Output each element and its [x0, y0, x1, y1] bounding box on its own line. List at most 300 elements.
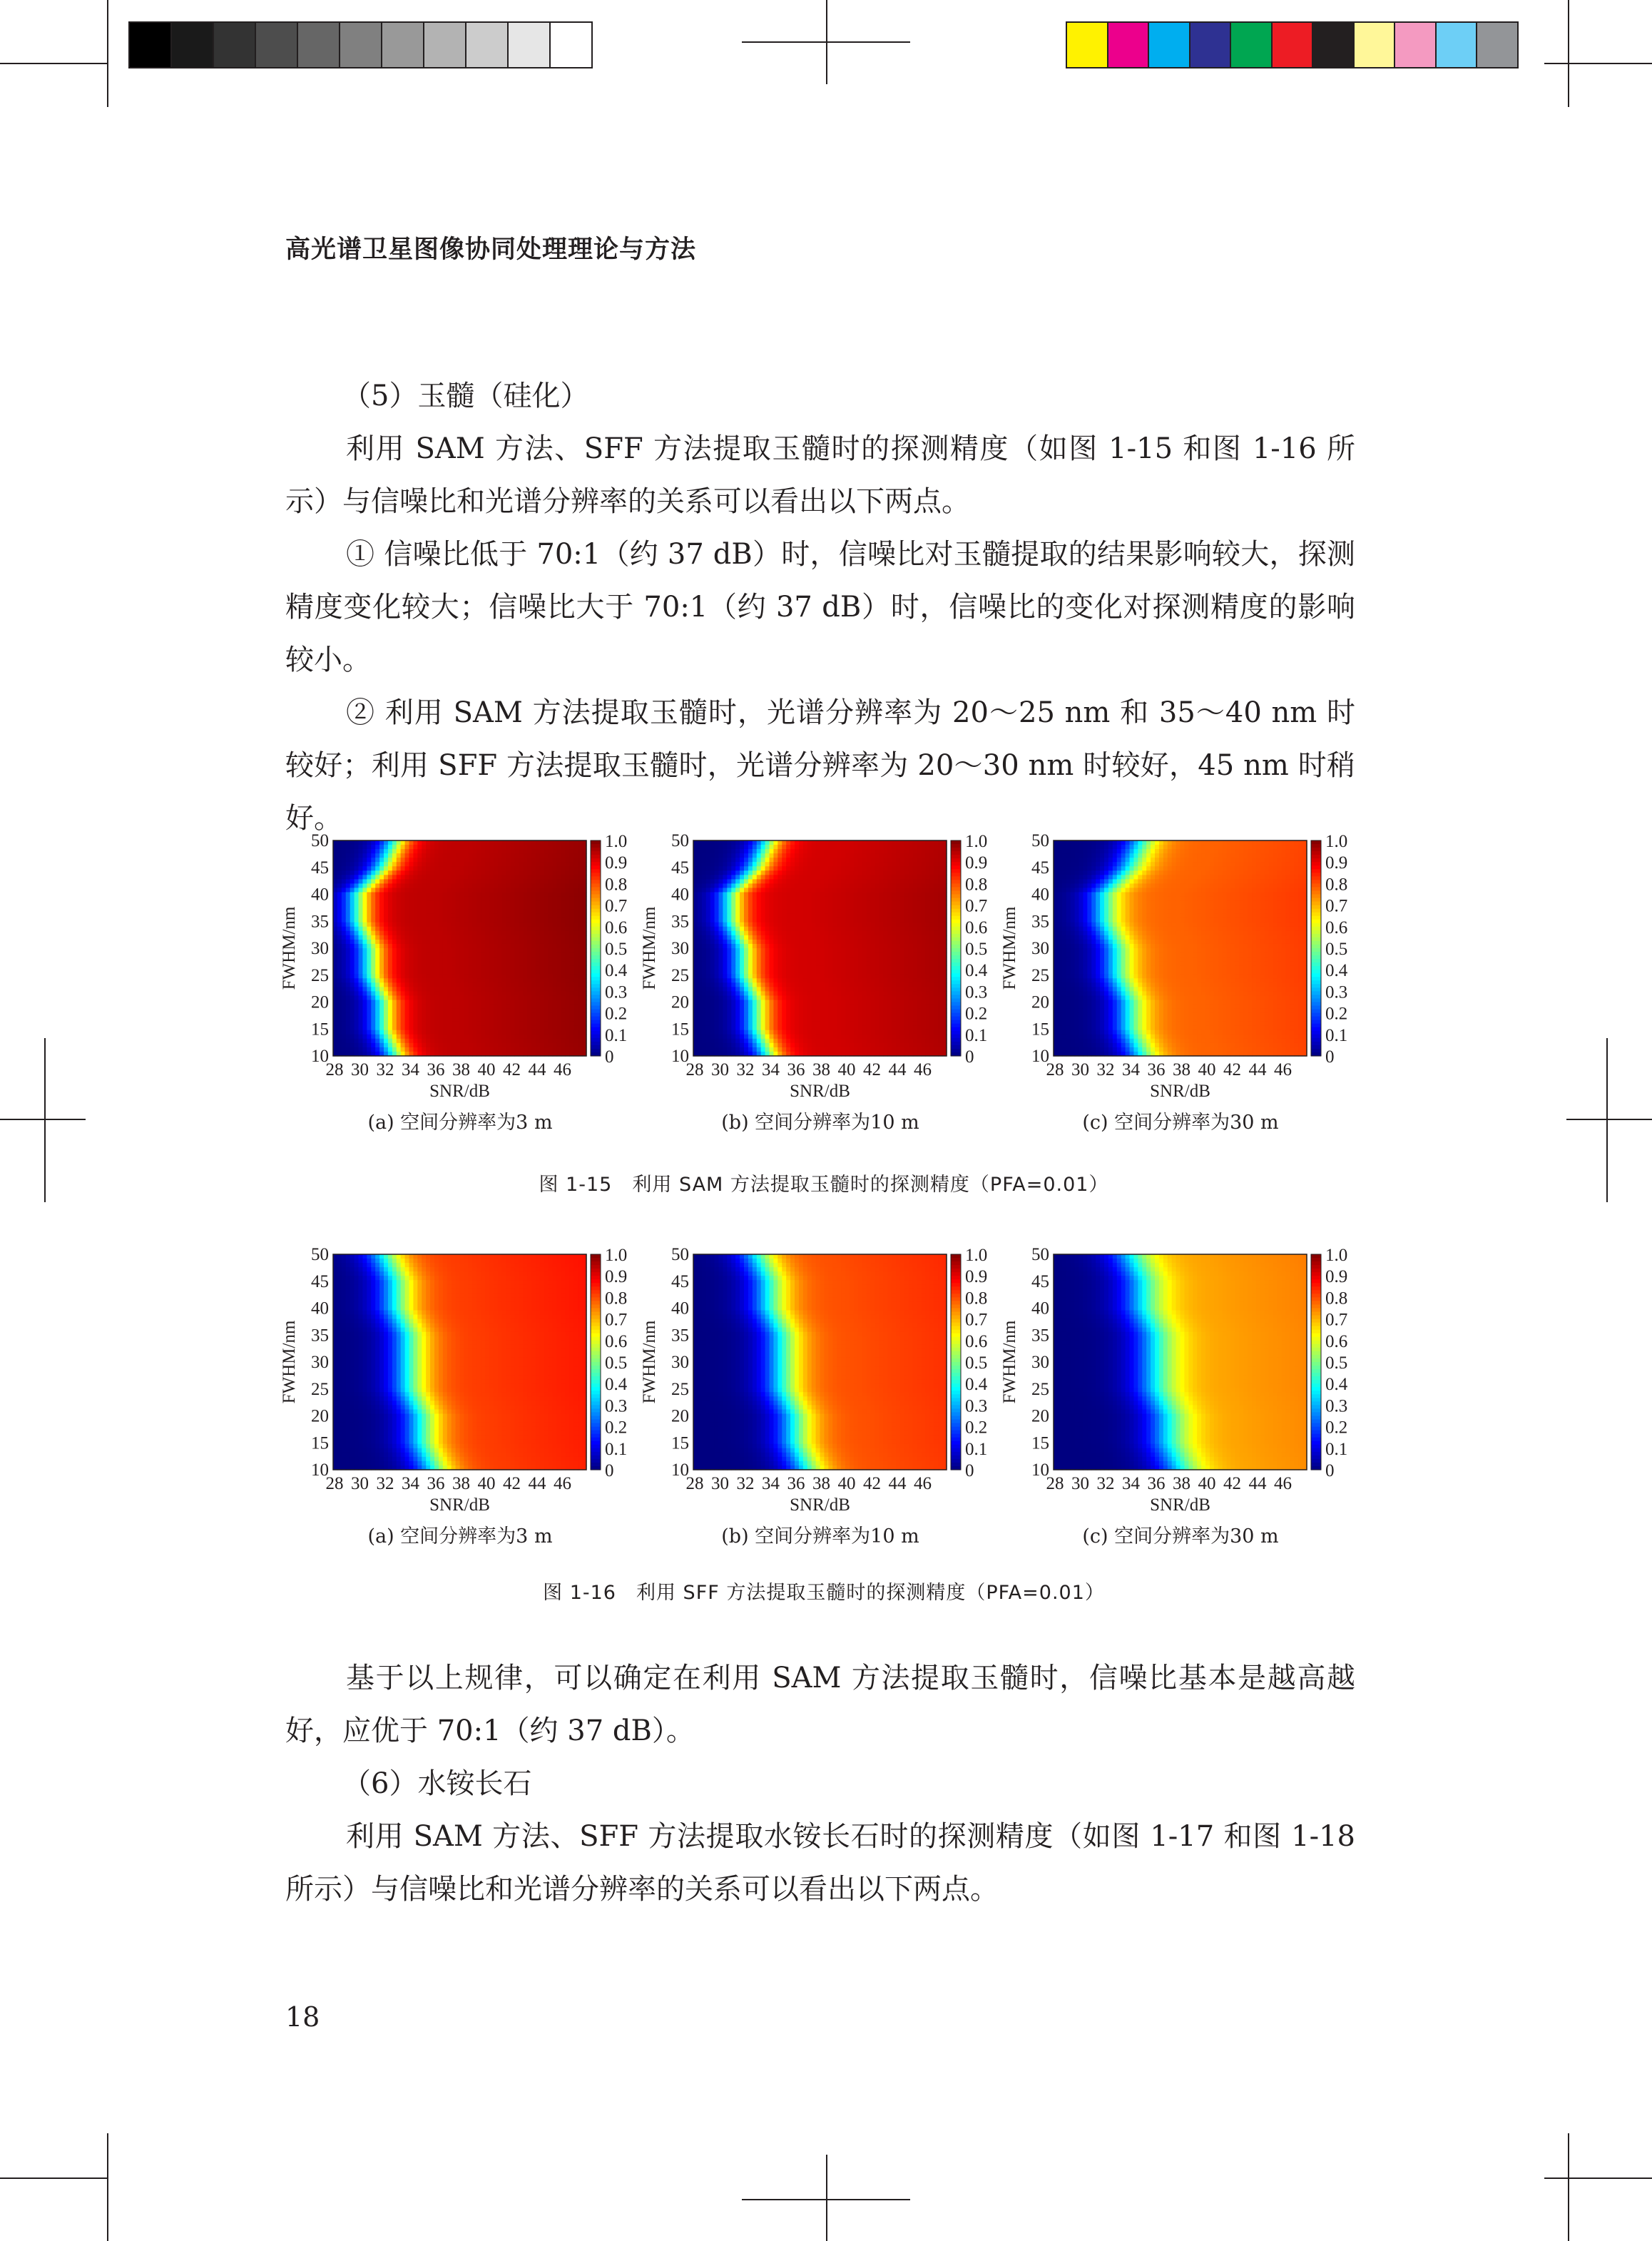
- heatmap-cell: [938, 957, 943, 962]
- heatmap-cell: [744, 910, 749, 915]
- heatmap-cell: [883, 845, 888, 850]
- heatmap-cell: [460, 892, 465, 897]
- heatmap-cell: [531, 1022, 536, 1027]
- heatmap-cell: [494, 1030, 499, 1035]
- heatmap-cell: [879, 961, 884, 966]
- heatmap-cell: [439, 883, 444, 888]
- heatmap-cell: [753, 927, 758, 932]
- heatmap-cell: [456, 840, 461, 845]
- heatmap-cell: [359, 879, 364, 884]
- heatmap-cell: [850, 875, 855, 880]
- heatmap-cell: [342, 965, 347, 970]
- heatmap-cell: [867, 858, 872, 863]
- heatmap-cell: [481, 923, 486, 928]
- heatmap-cell: [845, 883, 850, 888]
- heatmap-cell: [719, 918, 724, 923]
- heatmap-cell: [333, 1047, 338, 1052]
- heatmap-cell: [938, 961, 943, 966]
- heatmap-cell: [757, 897, 762, 902]
- heatmap-cell: [832, 935, 837, 940]
- heatmap-cell: [531, 897, 536, 902]
- heatmap-cell: [875, 849, 879, 854]
- heatmap-cell: [472, 853, 477, 858]
- heatmap-cell: [346, 952, 351, 957]
- heatmap-cell: [719, 948, 724, 953]
- heatmap-cell: [511, 858, 516, 863]
- heatmap-cell: [350, 849, 355, 854]
- heatmap-cell: [544, 957, 549, 962]
- heatmap-cell: [715, 965, 720, 970]
- heatmap-cell: [392, 875, 397, 880]
- heatmap-cell: [472, 914, 477, 919]
- heatmap-cell: [820, 957, 825, 962]
- heatmap-cell: [388, 905, 393, 910]
- heatmap-cell: [786, 858, 791, 863]
- heatmap-cell: [371, 1017, 376, 1022]
- heatmap-cell: [409, 1035, 414, 1040]
- heatmap-cell: [753, 948, 758, 953]
- heatmap-cell: [422, 858, 427, 863]
- heatmap-cell: [549, 987, 554, 992]
- heatmap-cell: [514, 940, 519, 945]
- heatmap-cell: [807, 961, 812, 966]
- heatmap-cell: [770, 849, 775, 854]
- heatmap-cell: [892, 910, 897, 915]
- heatmap-cell: [578, 1013, 583, 1018]
- heatmap-cell: [748, 849, 753, 854]
- colorbar-segment: [591, 920, 601, 924]
- heatmap-cell: [922, 866, 927, 871]
- heatmap-cell: [485, 1039, 490, 1044]
- heatmap-cell: [452, 888, 457, 893]
- heatmap-cell: [892, 858, 897, 863]
- heatmap-cell: [342, 875, 347, 880]
- heatmap-cell: [573, 918, 578, 923]
- heatmap-cell: [549, 914, 554, 919]
- heatmap-cell: [578, 1030, 583, 1035]
- heatmap-cell: [770, 944, 775, 949]
- heatmap-cell: [464, 974, 469, 979]
- heatmap-cell: [578, 948, 583, 953]
- heatmap-cell: [892, 918, 897, 923]
- heatmap-cell: [397, 1026, 402, 1031]
- heatmap-cell: [858, 935, 863, 940]
- heatmap-cell: [519, 862, 524, 867]
- heatmap-cell: [523, 849, 528, 854]
- heatmap-cell: [514, 991, 519, 996]
- heatmap-cell: [735, 888, 740, 893]
- heatmap-cell: [553, 974, 558, 979]
- heatmap-cell: [858, 866, 863, 871]
- heatmap-cell: [934, 879, 939, 884]
- heatmap-cell: [489, 940, 494, 945]
- heatmap-cell: [816, 879, 821, 884]
- heatmap-cell: [744, 961, 749, 966]
- heatmap-cell: [333, 1022, 338, 1027]
- heatmap-cell: [536, 1000, 541, 1005]
- heatmap-cell: [422, 961, 427, 966]
- heatmap-cell: [693, 840, 698, 845]
- heatmap-cell: [710, 914, 715, 919]
- heatmap-cell: [468, 883, 473, 888]
- heatmap-cell: [929, 961, 934, 966]
- heatmap-cell: [409, 935, 414, 940]
- heatmap-cell: [452, 879, 457, 884]
- heatmap-cell: [489, 927, 494, 932]
- heatmap-cell: [405, 918, 410, 923]
- heatmap-cell: [553, 883, 558, 888]
- heatmap-cell: [723, 940, 728, 945]
- heatmap-cell: [362, 879, 367, 884]
- heatmap-cell: [723, 883, 728, 888]
- colorbar-segment: [591, 1031, 601, 1035]
- heatmap-cell: [485, 944, 490, 949]
- heatmap-cell: [858, 879, 863, 884]
- heatmap-cell: [472, 927, 477, 932]
- heatmap-cell: [540, 888, 545, 893]
- heatmap-cell: [447, 858, 452, 863]
- heatmap-cell: [748, 858, 753, 863]
- heatmap-cell: [511, 935, 516, 940]
- heatmap-cell: [355, 1013, 360, 1018]
- heatmap-cell: [871, 905, 876, 910]
- heatmap-cell: [472, 840, 477, 845]
- heatmap-cell: [706, 853, 711, 858]
- heatmap-cell: [913, 901, 918, 906]
- colorbar-segment: [591, 895, 601, 899]
- heatmap-cell: [464, 957, 469, 962]
- heatmap-cell: [782, 849, 787, 854]
- heatmap-cell: [782, 970, 787, 975]
- heatmap-cell: [430, 918, 435, 923]
- heatmap-cell: [405, 897, 410, 902]
- heatmap-cell: [909, 931, 914, 936]
- heatmap-cell: [523, 974, 528, 979]
- heatmap-cell: [456, 883, 461, 888]
- heatmap-cell: [710, 845, 715, 850]
- heatmap-cell: [494, 1039, 499, 1044]
- heatmap-cell: [887, 858, 892, 863]
- heatmap-cell: [397, 918, 402, 923]
- heatmap-cell: [773, 914, 778, 919]
- heatmap-cell: [333, 944, 338, 949]
- heatmap-cell: [753, 883, 758, 888]
- heatmap-cell: [439, 961, 444, 966]
- heatmap-cell: [443, 1043, 448, 1048]
- heatmap-cell: [904, 923, 909, 928]
- heatmap-cell: [845, 905, 850, 910]
- heatmap-cell: [489, 995, 494, 1000]
- heatmap-cell: [753, 935, 758, 940]
- heatmap-cell: [430, 879, 435, 884]
- heatmap-cell: [502, 948, 507, 953]
- heatmap-cell: [511, 1005, 516, 1010]
- heatmap-cell: [388, 1026, 393, 1031]
- heatmap-cell: [409, 1005, 414, 1010]
- heatmap-cell: [371, 970, 376, 975]
- heatmap-cell: [397, 853, 402, 858]
- heatmap-cell: [527, 974, 532, 979]
- heatmap-cell: [841, 905, 846, 910]
- heatmap-cell: [803, 858, 808, 863]
- heatmap-cell: [799, 840, 804, 845]
- heatmap-cell: [409, 995, 414, 1000]
- heatmap-cell: [337, 875, 342, 880]
- heatmap-cell: [816, 875, 821, 880]
- heatmap-cell: [553, 1043, 558, 1048]
- heatmap-cell: [456, 875, 461, 880]
- heatmap-cell: [397, 1017, 402, 1022]
- heatmap-cell: [439, 866, 444, 871]
- heatmap-cell: [498, 875, 503, 880]
- heatmap-cell: [710, 965, 715, 970]
- top-text-block: [285, 370, 1355, 845]
- heatmap-cell: [892, 948, 897, 953]
- heatmap-cell: [904, 910, 909, 915]
- heatmap-cell: [854, 940, 859, 945]
- heatmap-cell: [511, 1017, 516, 1022]
- heatmap-cell: [854, 875, 859, 880]
- heatmap-cell: [782, 940, 787, 945]
- heatmap-cell: [841, 862, 846, 867]
- heatmap-cell: [452, 978, 457, 983]
- heatmap-cell: [786, 892, 791, 897]
- heatmap-cell: [727, 923, 732, 928]
- heatmap-cell: [731, 875, 736, 880]
- heatmap-cell: [731, 970, 736, 975]
- heatmap-cell: [397, 970, 402, 975]
- heatmap-cell: [409, 862, 414, 867]
- heatmap-cell: [392, 1035, 397, 1040]
- heatmap-cell: [727, 883, 732, 888]
- heatmap-cell: [557, 910, 562, 915]
- heatmap-cell: [934, 866, 939, 871]
- heatmap-cell: [384, 940, 389, 945]
- heatmap-cell: [439, 1026, 444, 1031]
- heatmap-cell: [799, 948, 804, 953]
- heatmap-cell: [472, 935, 477, 940]
- heatmap-cell: [434, 883, 439, 888]
- heatmap-cell: [824, 965, 829, 970]
- heatmap-cell: [384, 910, 389, 915]
- heatmap-cell: [447, 845, 452, 850]
- heatmap-cell: [371, 931, 376, 936]
- heatmap-cell: [426, 875, 431, 880]
- heatmap-cell: [904, 914, 909, 919]
- heatmap-cell: [401, 974, 406, 979]
- heatmap-cell: [761, 845, 766, 850]
- heatmap-cell: [485, 1009, 490, 1014]
- heatmap-cell: [388, 910, 393, 915]
- heatmap-cell: [744, 901, 749, 906]
- heatmap-cell: [578, 1043, 583, 1048]
- heatmap-cell: [854, 948, 859, 953]
- heatmap-cell: [523, 879, 528, 884]
- heatmap-cell: [527, 940, 532, 945]
- heatmap-cell: [765, 931, 770, 936]
- heatmap-cell: [511, 974, 516, 979]
- heatmap-cell: [892, 965, 897, 970]
- heatmap-cell: [786, 849, 791, 854]
- heatmap-cell: [871, 957, 876, 962]
- heatmap-cell: [573, 862, 578, 867]
- heatmap-cell: [816, 866, 821, 871]
- heatmap-cell: [803, 883, 808, 888]
- heatmap-cell: [723, 888, 728, 893]
- heatmap-cell: [698, 840, 703, 845]
- heatmap-cell: [934, 957, 939, 962]
- heatmap-cell: [346, 948, 351, 953]
- heatmap-cell: [773, 940, 778, 945]
- heatmap-cell: [460, 1030, 465, 1035]
- heatmap-cell: [715, 970, 720, 975]
- heatmap-cell: [909, 910, 914, 915]
- heatmap-cell: [544, 1013, 549, 1018]
- heatmap-cell: [553, 1022, 558, 1027]
- heatmap-cell: [409, 982, 414, 987]
- heatmap-cell: [405, 1005, 410, 1010]
- heatmap-cell: [346, 1030, 351, 1035]
- heatmap-cell: [782, 888, 787, 893]
- heatmap-cell: [867, 910, 872, 915]
- heatmap-cell: [828, 944, 833, 949]
- heatmap-cell: [735, 970, 740, 975]
- heatmap-cell: [464, 944, 469, 949]
- heatmap-cell: [388, 849, 393, 854]
- heatmap-cell: [565, 840, 570, 845]
- heatmap-cell: [553, 858, 558, 863]
- heatmap-cell: [896, 853, 901, 858]
- heatmap-cell: [816, 883, 821, 888]
- heatmap-cell: [350, 1009, 355, 1014]
- heatmap-cell: [355, 974, 360, 979]
- heatmap-cell: [511, 995, 516, 1000]
- color-swatch: [340, 23, 382, 67]
- heatmap-cell: [405, 901, 410, 906]
- heatmap-cell: [472, 940, 477, 945]
- heatmap-cell: [452, 875, 457, 880]
- heatmap-cell: [557, 1047, 562, 1052]
- heatmap-cell: [841, 840, 846, 845]
- heatmap-cell: [925, 940, 930, 945]
- heatmap-cell: [573, 1009, 578, 1014]
- heatmap-cell: [506, 982, 511, 987]
- heatmap-cell: [350, 879, 355, 884]
- heatmap-cell: [350, 944, 355, 949]
- heatmap-cell: [388, 940, 393, 945]
- heatmap-cell: [569, 853, 574, 858]
- heatmap-cell: [379, 987, 384, 992]
- heatmap-cell: [468, 978, 473, 983]
- heatmap-cell: [371, 849, 376, 854]
- heatmap-cell: [824, 918, 829, 923]
- heatmap-cell: [481, 927, 486, 932]
- heatmap-cell: [401, 948, 406, 953]
- heatmap-cell: [439, 944, 444, 949]
- heatmap-cell: [384, 1009, 389, 1014]
- heatmap-cell: [371, 892, 376, 897]
- heatmap-cell: [698, 931, 703, 936]
- heatmap-cell: [922, 923, 927, 928]
- heatmap-cell: [841, 888, 846, 893]
- heatmap-cell: [702, 965, 707, 970]
- heatmap-cell: [569, 935, 574, 940]
- heatmap-cell: [511, 940, 516, 945]
- heatmap-cell: [786, 918, 791, 923]
- heatmap-cell: [375, 1017, 380, 1022]
- heatmap-cell: [456, 853, 461, 858]
- heatmap-cell: [481, 910, 486, 915]
- heatmap-cell: [447, 853, 452, 858]
- heatmap-cell: [557, 970, 562, 975]
- color-swatch: [1067, 23, 1108, 67]
- heatmap-cell: [355, 944, 360, 949]
- heatmap-cell: [573, 1017, 578, 1022]
- heatmap-cell: [362, 987, 367, 992]
- heatmap-cell: [553, 914, 558, 919]
- heatmap-cell: [426, 901, 431, 906]
- heatmap-cell: [367, 1030, 372, 1035]
- heatmap-cell: [422, 1035, 427, 1040]
- heatmap-cell: [359, 957, 364, 962]
- heatmap-cell: [828, 879, 833, 884]
- heatmap-cell: [565, 931, 570, 936]
- heatmap-cell: [832, 862, 837, 867]
- heatmap-cell: [443, 931, 448, 936]
- heatmap-cell: [557, 892, 562, 897]
- heatmap-cell: [727, 935, 732, 940]
- heatmap-cell: [578, 888, 583, 893]
- heatmap-cell: [549, 1017, 554, 1022]
- heatmap-cell: [795, 892, 800, 897]
- heatmap-cell: [460, 840, 465, 845]
- heatmap-cell: [867, 923, 872, 928]
- heatmap-cell: [735, 905, 740, 910]
- heatmap-cell: [578, 927, 583, 932]
- heatmap-cell: [561, 1039, 566, 1044]
- heatmap-cell: [439, 914, 444, 919]
- heatmap-cell: [514, 1043, 519, 1048]
- heatmap-cell: [333, 1026, 338, 1031]
- heatmap-cell: [565, 974, 570, 979]
- heatmap-cell: [346, 944, 351, 949]
- heatmap-cell: [727, 901, 732, 906]
- heatmap-cell: [867, 952, 872, 957]
- heatmap-cell: [342, 974, 347, 979]
- heatmap-cell: [719, 957, 724, 962]
- heatmap-cell: [506, 1043, 511, 1048]
- heatmap-cell: [549, 1000, 554, 1005]
- heatmap-cell: [782, 862, 787, 867]
- color-swatch: [256, 23, 298, 67]
- heatmap-cell: [379, 901, 384, 906]
- heatmap-cell: [371, 982, 376, 987]
- heatmap-cell: [346, 1047, 351, 1052]
- heatmap-cell: [481, 892, 486, 897]
- heatmap-cell: [498, 892, 503, 897]
- heatmap-cell: [527, 1013, 532, 1018]
- heatmap-cell: [452, 1030, 457, 1035]
- heatmap-cell: [803, 888, 808, 893]
- heatmap-cell: [820, 948, 825, 953]
- heatmap-cell: [514, 866, 519, 871]
- heatmap-cell: [531, 1000, 536, 1005]
- heatmap-cell: [786, 948, 791, 953]
- heatmap-cell: [887, 897, 892, 902]
- heatmap-cell: [472, 1017, 477, 1022]
- heatmap-cell: [409, 978, 414, 983]
- heatmap-cell: [578, 1017, 583, 1022]
